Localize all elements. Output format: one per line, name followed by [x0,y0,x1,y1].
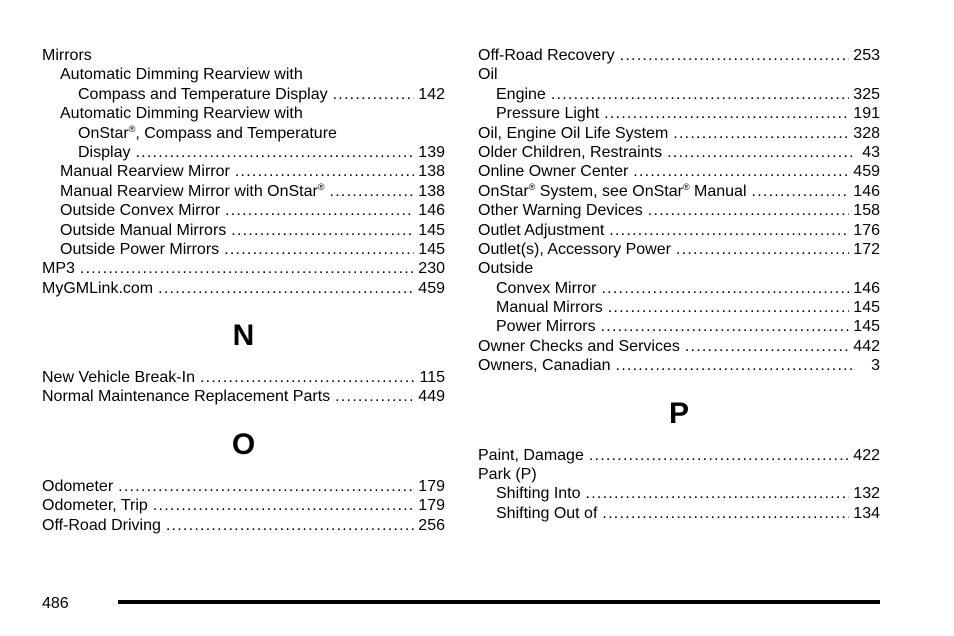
index-entry-label: Paint, Damage [478,446,584,464]
index-entry-page: 176 [853,221,880,239]
index-entry-label: Manual Mirrors [496,299,603,317]
index-entry [42,201,445,220]
footer-rule [118,600,880,604]
index-entry [42,259,445,278]
index-entry [42,516,445,535]
index-entry [478,162,880,181]
index-entry-page: 172 [853,240,880,258]
index-entry-label: Outlet Adjustment [478,221,605,239]
dot-leader [200,368,416,387]
index-entry [478,85,880,104]
index-entry-page: 43 [862,143,880,161]
index-entry-page: 146 [853,279,880,297]
index-entry-label: Mirrors [42,47,92,64]
index-entry-page: 134 [853,504,880,522]
dot-leader [551,85,849,104]
index-entry-page: 256 [418,516,445,534]
index-entry [478,143,880,162]
index-entry [42,496,445,515]
dot-leader [333,85,415,104]
dot-leader [752,182,850,201]
index-entry [478,504,880,523]
index-entry-label: Manual Rearview Mirror [60,163,230,181]
dot-leader [676,240,849,259]
index-entry-label: Engine [496,85,546,103]
dot-leader [224,240,414,259]
index-entry-page: 146 [853,182,880,200]
index-entry-page: 138 [418,182,445,200]
index-entry-page: 179 [418,477,445,495]
index-entry-page: 3 [871,357,880,375]
index-entry [42,279,445,298]
index-entry [478,356,880,375]
index-entry-label: Outside Power Mirrors [60,240,220,258]
index-entry-page: 145 [853,299,880,317]
index-entry-label: Outside Manual Mirrors [60,221,227,239]
page-number: 486 [42,595,69,612]
index-entry-page: 179 [418,497,445,515]
index-entry [478,259,880,278]
section-letter-n: N [232,319,255,353]
index-entry-label: OnStar® System, see OnStar® Manual [478,181,747,200]
index-entry-page: 459 [853,163,880,181]
index-entry [42,477,445,496]
dot-leader [166,516,414,535]
index-entry-label: Shifting Out of [496,504,598,522]
dot-leader [648,201,850,220]
dot-leader [330,182,415,201]
index-entry [478,221,880,240]
index-entry-label: OnStar®, Compass and Temperature [78,123,337,142]
index-entry-label: Outlet(s), Accessory Power [478,240,671,258]
index-entry [478,240,880,259]
index-entry-label: Online Owner Center [478,163,629,181]
dot-leader [604,104,849,123]
index-entry-label: Older Children, Restraints [478,143,663,161]
index-entry [42,104,445,123]
index-entry-label: Oil, Engine Oil Life System [478,124,669,142]
index-entry-page: 139 [418,143,445,161]
index-entry [42,368,445,387]
index-entry-label: Owners, Canadian [478,357,611,375]
index-entry-page: 132 [853,485,880,503]
index-entry-label: Park (P) [478,466,537,484]
index-entry-page: 325 [853,85,880,103]
index-entry-label: Power Mirrors [496,318,596,336]
index-entry [478,104,880,123]
index-entry [42,65,445,84]
index-entry-page: 145 [418,221,445,239]
index-entry-label: Convex Mirror [496,279,597,297]
dot-leader [231,221,414,240]
index-entry-page: 191 [853,105,880,123]
index-entry-page: 145 [418,240,445,258]
dot-leader [633,162,849,181]
index-entry-label: Compass and Temperature Display [78,85,328,103]
index-entry [42,182,445,201]
section-letter-o: O [231,427,256,461]
index-column-right [478,46,880,523]
index-entry [478,337,880,356]
index-entry [478,298,880,317]
dot-leader [685,337,849,356]
section-letter-p: P [668,396,689,430]
index-entry-page: 230 [418,260,445,278]
index-entry-label: Other Warning Devices [478,202,643,220]
index-entry-label: Off-Road Driving [42,516,161,534]
index-entry-label: Odometer [42,477,114,495]
dot-leader [235,162,414,181]
dot-leader [335,387,414,406]
index-entry [478,446,880,465]
dot-leader [609,221,849,240]
index-entry [478,46,880,65]
index-entry-page: 142 [418,85,445,103]
dot-leader [225,201,414,220]
index-entry [42,221,445,240]
dot-leader [586,484,850,503]
index-entry-page: 158 [853,202,880,220]
dot-leader [158,279,414,298]
index-entry [42,387,445,406]
index-entry [42,143,445,162]
index-entry-label: Shifting Into [496,485,581,503]
dot-leader [118,477,414,496]
dot-leader [135,143,414,162]
index-entry-page: 115 [419,369,445,387]
index-column-left [42,46,445,535]
index-entry [42,124,445,143]
index-entry [478,65,880,84]
index-entry-label: New Vehicle Break-In [42,369,195,387]
index-entry-page: 459 [418,279,445,297]
index-entry [42,162,445,181]
index-entry-page: 422 [853,446,880,464]
index-entry-page: 146 [418,202,445,220]
index-entry [478,124,880,143]
index-entry [478,279,880,298]
index-entry-page: 328 [853,124,880,142]
index-entry-label: MP3 [42,260,75,278]
index-entry-page: 449 [418,388,445,406]
index-entry-label: Automatic Dimming Rearview with [60,105,303,123]
index-entry-label: Manual Rearview Mirror with OnStar® [60,181,325,200]
index-entry [478,465,880,484]
index-entry [42,240,445,259]
dot-leader [602,504,849,523]
index-entry [42,85,445,104]
index-entry-label: Odometer, Trip [42,497,148,515]
index-entry-label: Off-Road Recovery [478,47,615,64]
index-entry-label: Outside [478,260,534,278]
dot-leader [601,317,850,336]
index-entry-page: 253 [853,47,880,64]
index-entry [478,317,880,336]
dot-leader [620,46,850,65]
index-entry-label: Outside Convex Mirror [60,202,221,220]
dot-leader [589,446,849,465]
dot-leader [608,298,850,317]
index-entry [478,484,880,503]
index-entry [42,46,445,65]
index-entry-label: Owner Checks and Services [478,337,680,355]
index-entry [478,182,880,201]
index-entry-label: Automatic Dimming Rearview with [60,66,303,84]
index-entry-label: Normal Maintenance Replacement Parts [42,388,331,406]
dot-leader [616,356,852,375]
index-entry-label: Display [78,143,131,161]
index-entry-label: Oil [478,66,498,84]
dot-leader [673,124,849,143]
index-entry-label: Pressure Light [496,105,600,123]
index-entry [478,201,880,220]
index-entry-page: 145 [853,318,880,336]
index-entry-label: MyGMLink.com [42,279,154,297]
dot-leader [667,143,852,162]
dot-leader [153,496,414,515]
dot-leader [601,279,849,298]
dot-leader [80,259,414,278]
index-entry-page: 138 [418,163,445,181]
index-entry-page: 442 [853,337,880,355]
